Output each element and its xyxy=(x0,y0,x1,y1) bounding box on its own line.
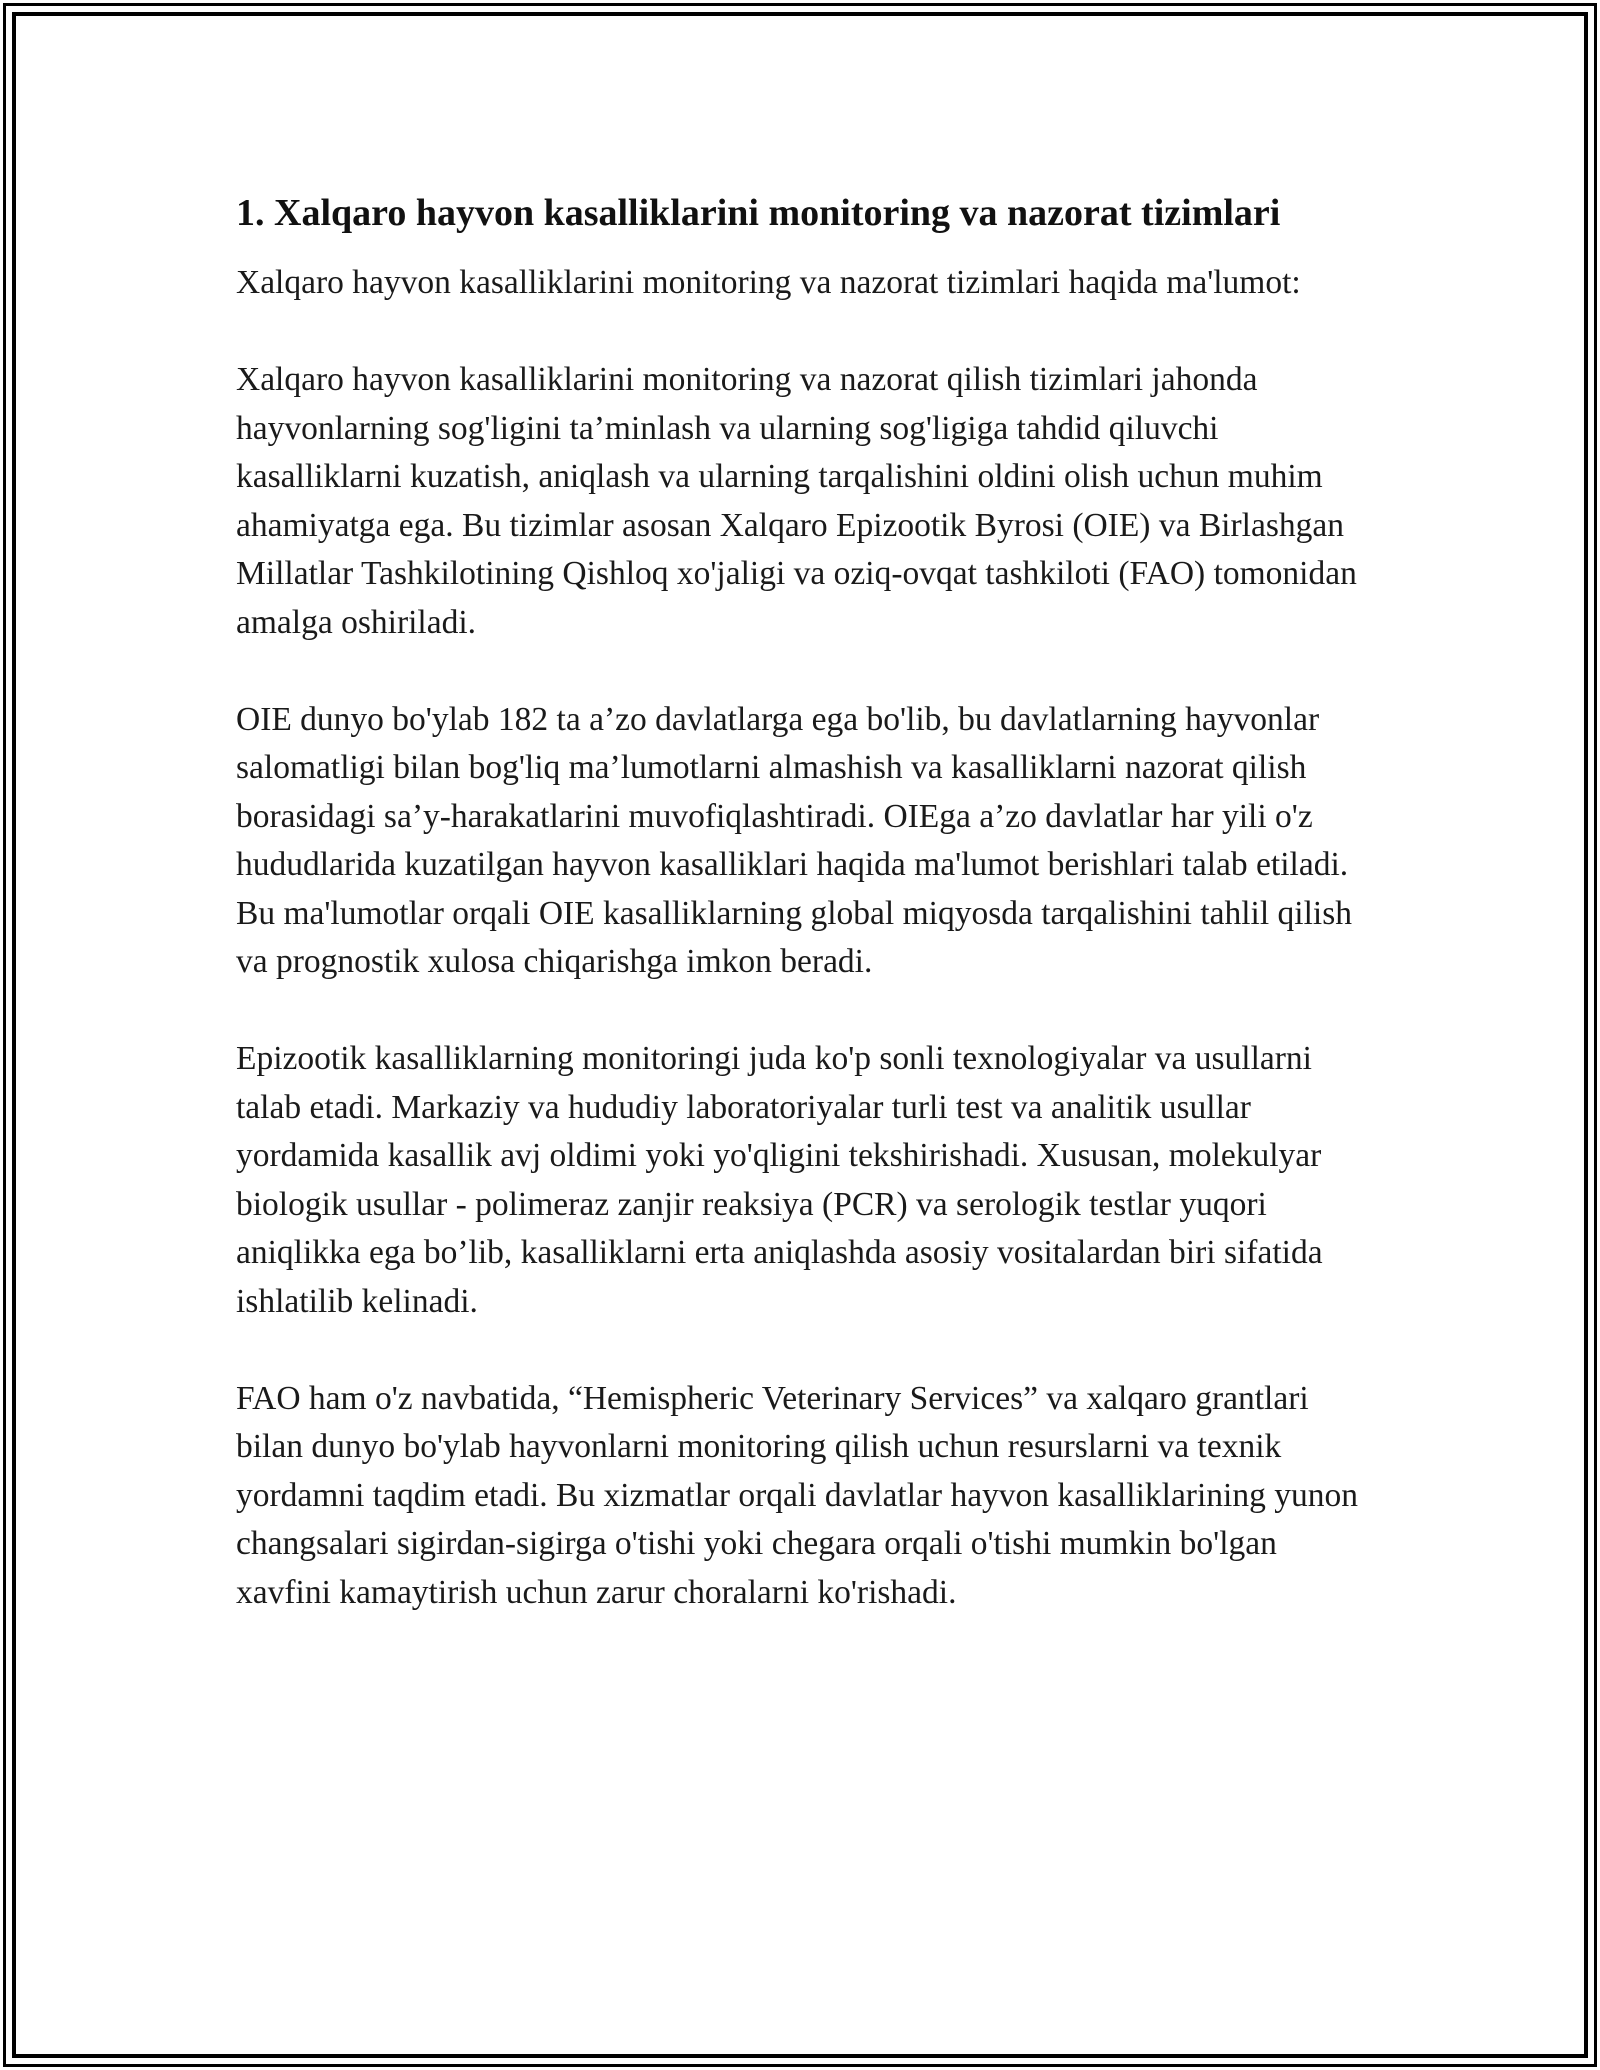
document-title: 1. Xalqaro hayvon kasalliklarini monitoring va nazorat tizimlari xyxy=(236,192,1281,234)
paragraph-epizootic-monitoring: Epizootik kasalliklarning monitoringi juda ko'p sonli texnologiyalar va usullarni talab etadi. Markaziy va hududiy laboratoriyalar turli test va analitik usullar yordamida kasallik avj oldimi yoki yo'qligini tekshirishadi. Xususan, molekulyar biologik usullar - polimeraz zanjir reaksiya (PCR) va serologik testlar yuqori aniqlikka ega bo’lib, kasalliklarni erta aniqlashda asosiy vositalardan biri sifatida ishlatilib kelinadi. xyxy=(236,1040,1323,1320)
paragraph-fao: FAO ham o'z navbatida, “Hemispheric Veterinary Services” va xalqaro grantlari bilan dunyo bo'ylab hayvonlarni monitoring qilish uchun resurslarni va texnik yordamni taqdim etadi. Bu xizmatlar orqali davlatlar hayvon kasalliklarining yunon changsalari sigirdan-sigirga o'tishi yoki chegara orqali o'tishi mumkin bo'lgan xavfini kamaytirish uchun zarur choralarni ko'rishadi. xyxy=(236,1379,1358,1611)
paragraph-oie: OIE dunyo bo'ylab 182 ta a’zo davlatlarga ega bo'lib, bu davlatlarning hayvonlar salomatligi bilan bog'liq ma’lumotlarni almashish va kasalliklarni nazorat qilish borasidagi sa’y-harakatlarini muvofiqlashtiradi. OIEga a’zo davlatlar har yili o'z hududlarida kuzatilgan hayvon kasalliklari haqida ma'lumot berishlari talab etiladi. Bu ma'lumotlar orqali OIE kasalliklarning global miqyosda tarqalishini tahlil qilish va prognostik xulosa chiqarishga imkon beradi. xyxy=(236,700,1353,980)
paragraph-monitoring-systems: Xalqaro hayvon kasalliklarini monitoring va nazorat qilish tizimlari jahonda hayvonlarning sog'ligini ta’minlash va ularning sog'ligiga tahdid qiluvchi kasalliklarni kuzatish, aniqlash va ularning tarqalishini oldini olish uchun muhim ahamiyatga ega. Bu tizimlar asosan Xalqaro Epizootik Byrosi (OIE) va Birlashgan Millatlar Tashkilotining Qishloq xo'jaligi va oziq-ovqat tashkiloti (FAO) tomonidan amalga oshiriladi. xyxy=(236,361,1357,641)
document-body xyxy=(236,185,1366,1666)
intro-paragraph: Xalqaro hayvon kasalliklarini monitoring va nazorat tizimlari haqida ma'lumot: xyxy=(236,264,1301,301)
